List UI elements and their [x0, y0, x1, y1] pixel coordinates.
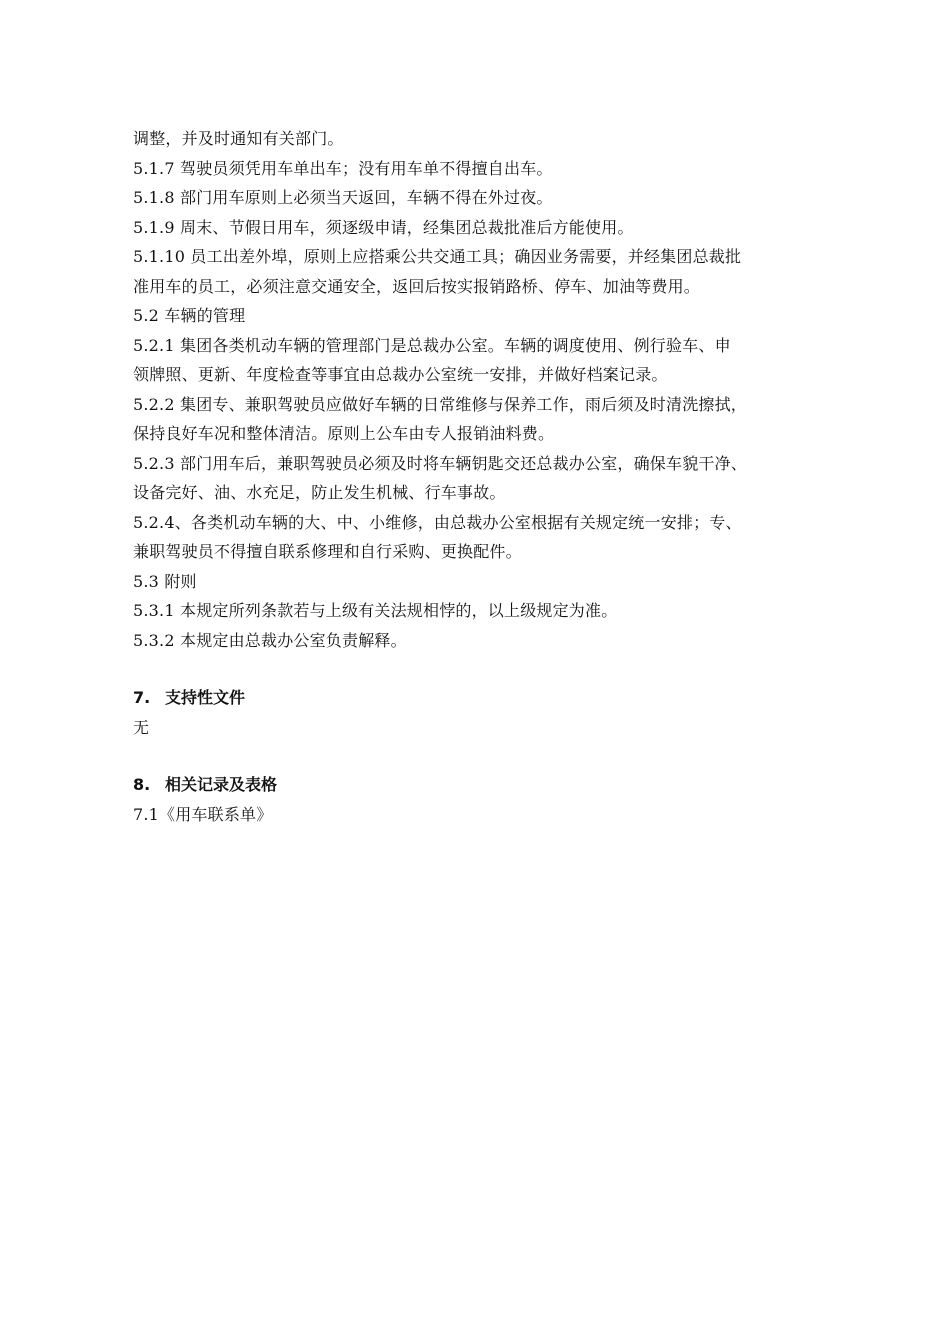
section-7-number: 7. [133, 688, 151, 707]
paragraph-line: 保持良好车况和整体清洁。原则上公车由专人报销油料费。 [133, 424, 555, 443]
paragraph-line: 领牌照、更新、年度检查等事宜由总裁办公室统一安排，并做好档案记录。 [133, 365, 668, 384]
section-spacer [133, 742, 849, 770]
paragraph-line: 5.1.8 部门用车原则上必须当天返回，车辆不得在外过夜。 [133, 188, 553, 207]
section-7-block [133, 683, 849, 742]
section-7-heading [133, 683, 849, 713]
section-7-body: 无 [133, 717, 150, 737]
section-7-title: 支持性文件 [165, 688, 246, 707]
paragraph-line: 5.3.1 本规定所列条款若与上级有关法规相悖的，以上级规定为准。 [133, 601, 618, 620]
section-spacer [133, 655, 849, 683]
paragraph-line: 5.2.3 部门用车后，兼职驾驶员必须及时将车辆钥匙交还总裁办公室，确保车貌干净、 [133, 453, 747, 473]
subsection-heading: 5.2 车辆的管理 [133, 306, 246, 325]
document-page [133, 124, 849, 829]
paragraph-line: 调整，并及时通知有关部门。 [133, 129, 344, 148]
paragraph-line: 准用车的员工，必须注意交通安全，返回后按实报销路桥、停车、加油等费用。 [133, 276, 701, 296]
paragraph-line: 5.2.4、各类机动车辆的大、中、小维修，由总裁办公室根据有关规定统一安排；专、 [133, 512, 742, 532]
subsection-heading: 5.3 附则 [133, 571, 197, 591]
paragraph-line: 5.2.1 集团各类机动车辆的管理部门是总裁办公室。车辆的调度使用、例行验车、申 [133, 335, 731, 355]
paragraph-line: 5.1.10 员工出差外埠，原则上应搭乘公共交通工具；确因业务需要，并经集团总裁批 [133, 247, 742, 266]
paragraph-line: 设备完好、油、水充足，防止发生机械、行车事故。 [133, 483, 506, 502]
section-8-number: 8. [133, 775, 151, 794]
section-8-body: 7.1《用车联系单》 [133, 804, 273, 824]
section-8-title: 相关记录及表格 [165, 775, 278, 794]
section-8-heading [133, 770, 849, 800]
paragraph-line: 5.1.9 周末、节假日用车，须逐级申请，经集团总裁批准后方能使用。 [133, 217, 634, 237]
paragraph-line: 兼职驾驶员不得擅自联系修理和自行采购、更换配件。 [133, 542, 522, 561]
paragraph-line: 5.3.2 本规定由总裁办公室负责解释。 [133, 630, 407, 650]
section-5-block [133, 124, 849, 655]
paragraph-line: 5.2.2 集团专、兼职驾驶员应做好车辆的日常维修与保养工作，雨后须及时清洗擦拭， [133, 394, 747, 414]
section-8-block [133, 770, 849, 829]
paragraph-line: 5.1.7 驾驶员须凭用车单出车；没有用车单不得擅自出车。 [133, 158, 553, 178]
